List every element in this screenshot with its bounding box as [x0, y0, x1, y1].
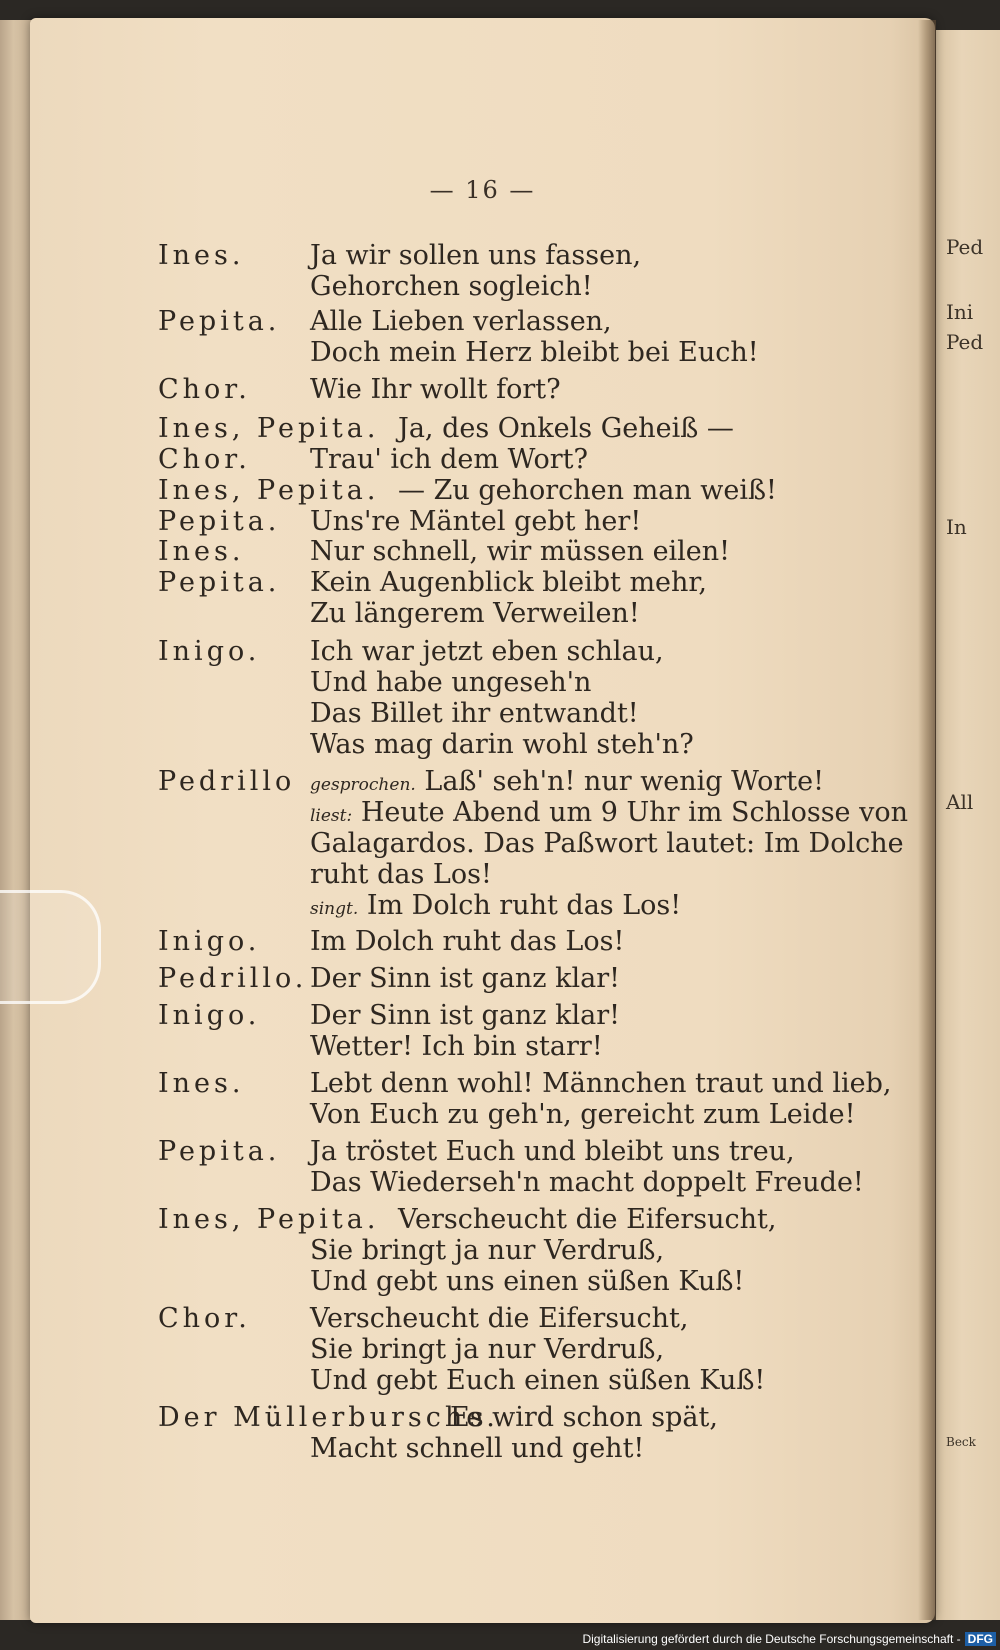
text-line: Ja tröstet Euch und bleibt uns treu, [310, 1136, 795, 1167]
speaker-name: Ines. [158, 240, 245, 271]
speaker-name: Pedrillo. [158, 963, 308, 994]
text-line: — Zu gehorchen man weiß! [398, 475, 777, 506]
text-line: Macht schnell und geht! [310, 1433, 645, 1464]
speaker-name: Pepita. [158, 506, 281, 537]
text-line: Sie bringt ja nur Verdruß, [310, 1334, 665, 1365]
text-line: Wetter! Ich bin starr! [310, 1031, 603, 1062]
facing-page-fragment: Ini [946, 300, 974, 324]
text-line: Kein Augenblick bleibt mehr, [310, 567, 707, 598]
text-line: Was mag darin wohl steh'n? [310, 729, 694, 760]
page-number: — 16 — [429, 176, 536, 204]
text-line: Und gebt Euch einen süßen Kuß! [310, 1365, 766, 1396]
facing-page-fragment: Beck [946, 1435, 976, 1449]
facing-page-fragment: Ped [946, 235, 984, 259]
text-line: Nur schnell, wir müssen eilen! [310, 536, 731, 567]
text-line [310, 766, 824, 801]
facing-page-fragment: Ped [946, 330, 984, 354]
text-line: Trau' ich dem Wort? [310, 444, 588, 475]
text-line: Alle Lieben verlassen, [310, 306, 612, 337]
text-line: Der Sinn ist ganz klar! [310, 963, 620, 994]
speaker-name: Inigo. [158, 926, 261, 957]
text-line [310, 890, 681, 925]
stage-direction: liest: [310, 806, 353, 826]
dfg-logo: DFG [965, 1632, 996, 1646]
book-edge [0, 20, 34, 1620]
speaker-name: Pepita. [158, 306, 281, 337]
text-line: Von Euch zu geh'n, gereicht zum Leide! [310, 1099, 856, 1130]
speaker-name: Ines, Pepita. [158, 475, 380, 506]
text-line: Der Sinn ist ganz klar! [310, 1000, 620, 1031]
text-line: Gehorchen sogleich! [310, 271, 593, 302]
speaker-name: Chor. [158, 374, 251, 405]
text-line: Verscheucht die Eifersucht, [398, 1204, 777, 1235]
text-line: Zu längerem Verweilen! [310, 598, 640, 629]
footer-text: Digitalisierung gefördert durch die Deutsche Forschungsgemeinschaft - [582, 1632, 961, 1646]
text-line: Es wird schon spät, [450, 1402, 718, 1433]
book-page [30, 18, 935, 1623]
speaker-name: Inigo. [158, 636, 261, 667]
text-line: Im Dolch ruht das Los! [310, 926, 625, 957]
speaker-name: Pedrillo [158, 766, 296, 797]
text-line: Doch mein Herz bleibt bei Euch! [310, 337, 759, 368]
text-line: Uns're Mäntel gebt her! [310, 506, 642, 537]
paper-clip [0, 890, 101, 1004]
page-gutter [918, 20, 936, 1620]
speaker-name: Pepita. [158, 1136, 281, 1167]
text-line: Lebt denn wohl! Männchen traut und lieb, [310, 1068, 892, 1099]
text-line: Sie bringt ja nur Verdruß, [310, 1235, 665, 1266]
text-span: Heute Abend um 9 Uhr im Schlosse von [360, 797, 909, 828]
speaker-name: Chor. [158, 1303, 251, 1334]
text-line: ruht das Los! [310, 859, 492, 890]
text-line: Das Billet ihr entwandt! [310, 698, 639, 729]
text-line: Ja wir sollen uns fassen, [310, 240, 642, 271]
facing-page [936, 30, 1000, 1620]
facing-page-fragment: In [946, 515, 967, 539]
text-line: Wie Ihr wollt fort? [310, 374, 561, 405]
speaker-name: Ines, Pepita. [158, 413, 380, 444]
text-line: Das Wiederseh'n macht doppelt Freude! [310, 1167, 864, 1198]
text-line: Ja, des Onkels Geheiß — [398, 413, 734, 444]
speaker-name: Inigo. [158, 1000, 261, 1031]
text-line: Galagardos. Das Paßwort lautet: Im Dolche [310, 828, 904, 859]
speaker-name: Pepita. [158, 567, 281, 598]
stage-direction: gesprochen. [310, 775, 416, 795]
text-span: Laß' seh'n! nur wenig Worte! [424, 766, 824, 797]
speaker-name: Ines. [158, 1068, 245, 1099]
speaker-name: Ines, Pepita. [158, 1204, 380, 1235]
speaker-name: Chor. [158, 444, 251, 475]
speaker-name: Der Müllerbursche. [158, 1402, 499, 1433]
digitization-footer [582, 1632, 996, 1646]
text-line: Verscheucht die Eifersucht, [310, 1303, 689, 1334]
speaker-name: Ines. [158, 536, 245, 567]
text-line: Und gebt uns einen süßen Kuß! [310, 1266, 745, 1297]
text-line: Ich war jetzt eben schlau, [310, 636, 664, 667]
facing-page-fragment: All [946, 790, 974, 814]
stage-direction: singt. [310, 899, 359, 919]
text-line: Und habe ungeseh'n [310, 667, 592, 698]
text-line [310, 797, 908, 832]
text-span: Im Dolch ruht das Los! [366, 890, 682, 921]
